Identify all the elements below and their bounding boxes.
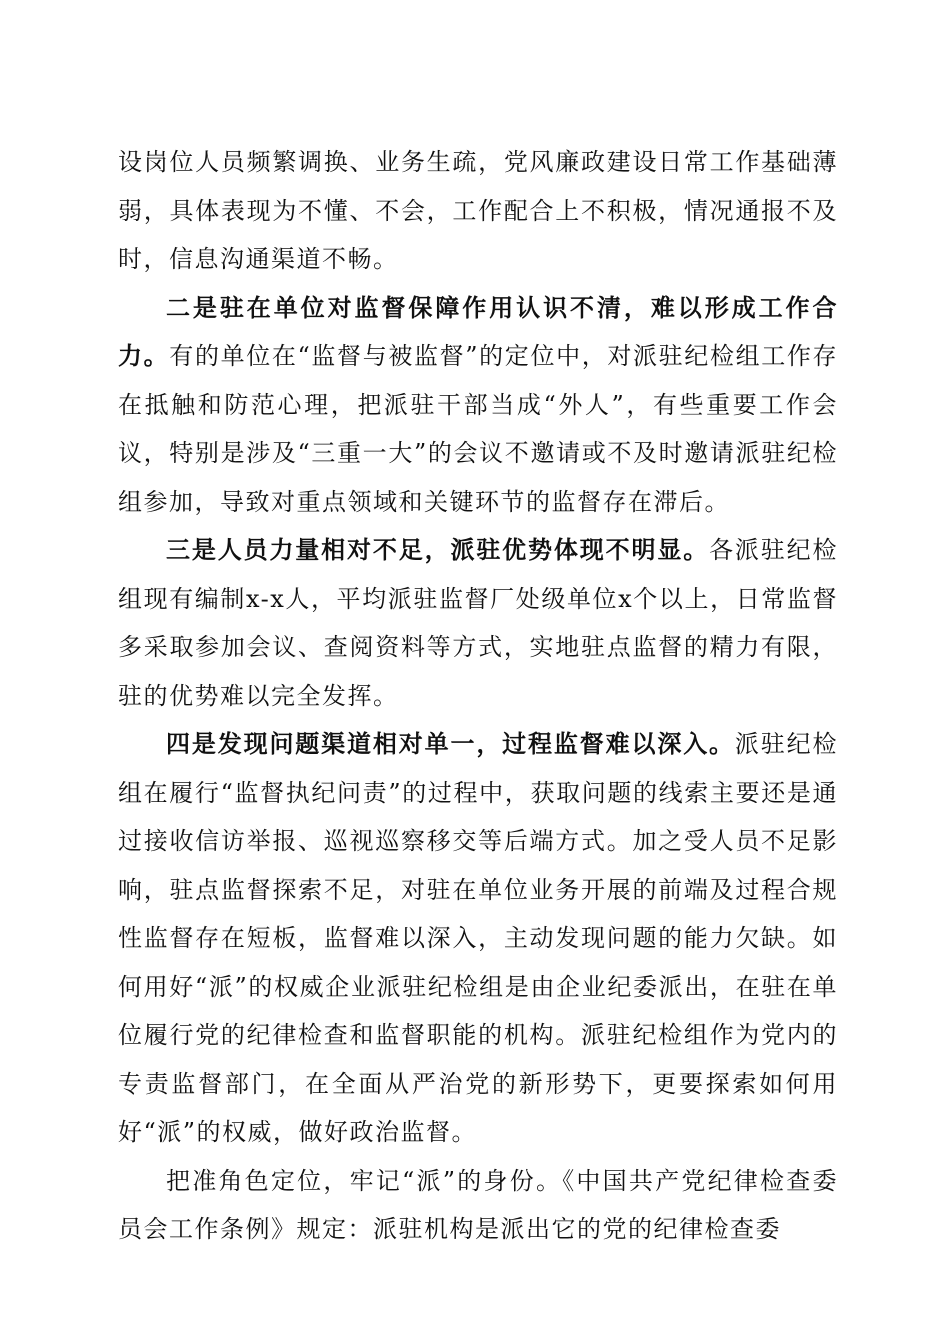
paragraph-text: 派驻纪检组在履行“监督执纪问责”的过程中，获取问题的线索主要还是通过接收信访举报、巡视巡察移交等后端方式。加之受人员不足影响，驻点监督探索不足，对驻在单位业务开展的前端及过程合规性监督存在短板，监督难以深入，主动发现问题的能力欠缺。如何用好“派”的权威企业派驻纪检组是由企业纪委派出，在驻在单位履行党的纪律检查和监督职能的机构。派驻纪检组作为党内的专责监督部门，在全面从严治党的新形势下，更要探索如何用好“派”的权威，做好政治监督。	[118, 730, 839, 1146]
paragraph-lead: 二是驻在单位对监督保障作用认识不清，难以形成工作合力。	[118, 292, 838, 370]
paragraph-continuation	[118, 138, 838, 284]
paragraph-text: 有的单位在“监督与被监督”的定位中，对派驻纪检组工作存在抵触和防范心理，把派驻干部当成“外人”，有些重要工作会议，特别是涉及“三重一大”的会议不邀请或不及时邀请派驻纪检组参加，导致对重点领域和关键环节的监督存在滞后。	[118, 342, 839, 516]
paragraph-text: 设岗位人员频繁调换、业务生疏，党风廉政建设日常工作基础薄弱，具体表现为不懂、不会，工作配合上不积极，情况通报不及时，信息沟通渠道不畅。	[118, 148, 838, 273]
paragraph-point-three	[118, 526, 838, 720]
paragraph-point-two	[118, 284, 838, 527]
paragraph-lead: 四是发现问题渠道相对单一，过程监督难以深入。	[166, 729, 735, 758]
document-body	[118, 138, 838, 1254]
paragraph-lead: 三是人员力量相对不足，派驻优势体现不明显。	[166, 535, 710, 564]
paragraph-text: 各派驻纪检组现有编制x-x人，平均派驻监督厂处级单位x个以上，日常监督多采取参加会议、查阅资料等方式，实地驻点监督的精力有限，驻的优势难以完全发挥。	[118, 536, 839, 710]
paragraph-role-positioning	[118, 1157, 838, 1254]
paragraph-point-four	[118, 720, 838, 1157]
paragraph-text: 把准角色定位，牢记“派”的身份。《中国共产党纪律检查委员会工作条例》规定：派驻机构是派出它的党的纪律检查委	[118, 1166, 838, 1243]
